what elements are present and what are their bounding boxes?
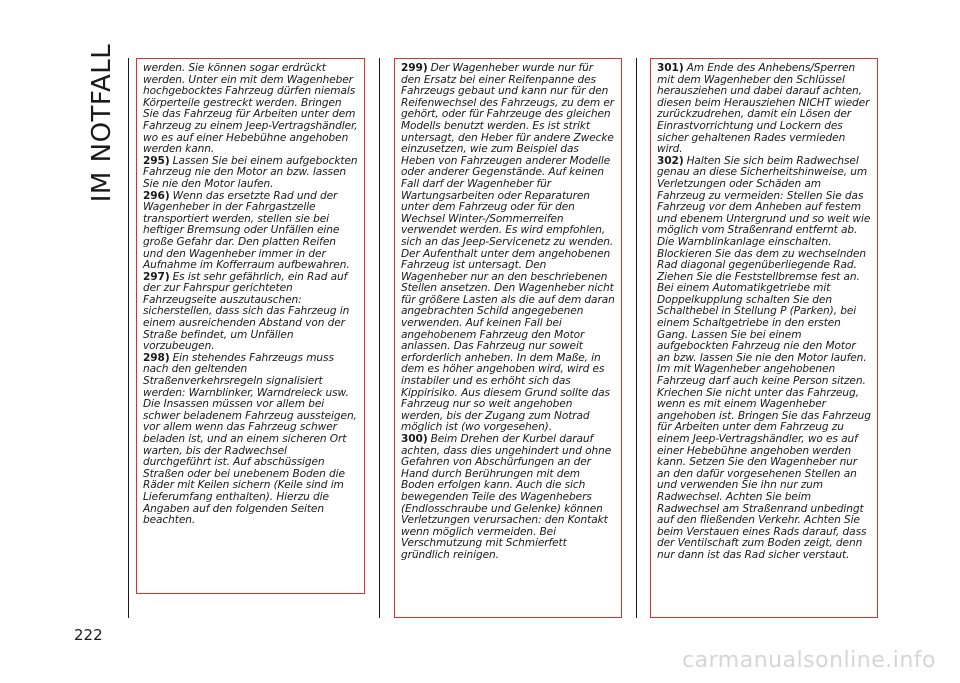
note-number: 298) — [143, 351, 170, 364]
paragraph — [143, 156, 358, 191]
warning-box-1 — [136, 58, 365, 594]
paragraph-text: Ein stehendes Fahrzeugs muss nach den geltenden Straßenverkehrsregeln signalisiert werden: Warnblinker, Warndreieck usw. Die Insassen müssen vor allem bei schwer beladenem Fahrzeug aussteigen, vor allem wenn das Fahrzeug schwer beladen ist, und an einem sicheren Ort warten, bis der Radwechsel durchgeführt ist. Auf abschüssigen Straßen oder bei unebenem Boden die Räder mit Keilen sichern (Keile sind im Lieferumfang enthalten). Hierzu die Angaben auf den folgenden Seiten beachten. — [143, 351, 357, 527]
paragraph — [657, 156, 871, 562]
note-number: 301) — [657, 62, 684, 74]
note-number: 296) — [143, 189, 170, 202]
warning-box-3 — [650, 58, 878, 618]
page-number: 222 — [74, 626, 103, 644]
note-number: 295) — [143, 154, 170, 167]
column-divider — [379, 58, 380, 618]
section-title-text: IM NOTFALL — [87, 43, 117, 203]
note-number: 299) — [401, 62, 428, 74]
paragraph — [143, 191, 358, 272]
side-divider — [128, 58, 129, 618]
warning-box-2 — [394, 58, 622, 618]
paragraph-text: Am Ende des Anhebens/Sperren mit dem Wagenheber den Schlüssel herausziehen und dabei darauf achten, diesen beim Herausziehen NICHT wieder zurückzudrehen, damit ein Lösen der Einrastvorrichtung und Lockern des sicher gehaltenen Rades vermieden wird. — [657, 62, 870, 156]
watermark-text: carmanualsonline.info — [682, 648, 936, 673]
paragraph-text: Der Wagenheber wurde nur für den Ersatz bei einer Reifenpanne des Fahrzeugs gebaut und kann nur für den Reifenwechsel des Fahrzeugs, zu dem er gehört, oder für Fahrzeuge des gleichen Modells benutzt werden. Es ist strikt untersagt, den Heber für andere Zwecke einzusetzen, wie zum Beispiel das Heben von Fahrzeugen anderer Modelle oder anderer Gegenstände. Auf keinen Fall darf der Wagenheber für Wartungsarbeiten oder Reparaturen unter dem Fahrzeug oder für den Wechsel Winter-/Sommerreifen verwendet werden. Es wird empfohlen, sich an das Jeep-Servicenetz zu wenden. Der Aufenthalt unter dem angehobenen Fahrzeug ist untersagt. Den Wagenheber nur an den beschriebenen Stellen ansetzen. Den Wagenheber nicht für größere Lasten als die auf dem daran angebrachten Schild angegebenen verwenden. Auf keinen Fall bei angehobenem Fahrzeug den Motor anlassen. Das Fahrzeug nur soweit erforderlich anheben. In dem Maße, in dem es höher angehoben wird, wird es instabiler und es erhöht sich das Kippirisiko. Aus diesem Grund sollte das Fahrzeug nur so weit angehoben werden, bis der Zugang zum Notrad möglich ist (wo vorgesehen). — [401, 62, 615, 434]
paragraph-text: werden. Sie können sogar erdrückt werden. Unter ein mit dem Wagenheber hochgebocktes Fahrzeug dürfen niemals Körperteile gestreckt werden. Bringen Sie das Fahrzeug für Arbeiten unter dem Fahrzeug zu einem Jeep-Vertragshändler, wo es auf einer Hebebühne angehoben werden kann. — [143, 62, 358, 156]
paragraph — [143, 353, 358, 527]
note-number: 302) — [657, 154, 684, 167]
paragraph-text: Es ist sehr gefährlich, ein Rad auf der zur Fahrspur gerichteten Fahrzeugseite auszutauschen: sicherstellen, dass sich das Fahrzeug in einem ausreichenden Abstand von der Straße befindet, um Unfällen vorzubeugen. — [143, 270, 350, 353]
column-divider — [636, 58, 637, 618]
paragraph-text: Wenn das ersetzte Rad und der Wagenheber in der Fahrgastzelle transportiert werden, stellen sie bei heftiger Bremsung oder Unfällen eine große Gefahr dar. Den platten Reifen und den Wagenheber immer in der Aufnahme im Kofferraum aufbewahren. — [143, 189, 350, 272]
paragraph — [401, 434, 615, 562]
paragraph-text: Beim Drehen der Kurbel darauf achten, dass dies ungehindert und ohne Gefahren von Abschürfungen an der Hand durch Berührungen mit dem Boden erfolgen kann. Auch die sich bewegenden Teile des Wagenhebers (Endlosschraube und Gelenke) können Verletzungen verursachen: den Kontakt wenn möglich vermeiden. Bei Verschmutzung mit Schmierfett gründlich reinigen. — [401, 433, 612, 561]
paragraph — [143, 63, 358, 156]
paragraph — [143, 272, 358, 353]
paragraph — [657, 63, 871, 156]
note-number: 297) — [143, 270, 170, 283]
note-number: 300) — [401, 433, 428, 445]
paragraph-text: Halten Sie sich beim Radwechsel genau an diese Sicherheitshinweise, um Verletzungen oder Schäden am Fahrzeug zu vermeiden: Stellen Sie das Fahrzeug vor dem Anheben auf festem und ebenem Untergrund und so weit wie möglich vom Straßenrand entfernt ab. Die Warnblinkanlage einschalten. Blockieren Sie das dem zu wechselnden Rad diagonal gegenüberliegende Rad. Ziehen Sie die Feststellbremse fest an. Bei einem Automatikgetriebe mit Doppelkupplung schalten Sie den Schalthebel in Stellung P (Parken), bei einem Schaltgetriebe in den ersten Gang. Lassen Sie bei einem aufgebockten Fahrzeug nie den Motor an bzw. lassen Sie nie den Motor laufen. Im mit Wagenheber angehobenen Fahrzeug darf auch keine Person sitzen. Kriechen Sie nicht unter das Fahrzeug, wenn es mit einem Wagenheber angehoben ist. Bringen Sie das Fahrzeug für Arbeiten unter dem Fahrzeug zu einem Jeep-Vertragshändler, wo es auf einer Hebebühne angehoben werden kann. Setzen Sie den Wagenheber nur an den dafür vorgesehenen Stellen an und verwenden Sie ihn nur zum Radwechsel. Achten Sie beim Radwechsel am Straßenrand unbedingt auf den fließenden Verkehr. Achten Sie beim Verstauen eines Rads darauf, dass der Ventilschaft zum Boden zeigt, denn nur dann ist das Rad sicher verstaut. — [657, 154, 871, 561]
section-title — [82, 43, 122, 203]
paragraph — [401, 63, 615, 434]
paragraph-text: Lassen Sie bei einem aufgebockten Fahrzeug nie den Motor an bzw. lassen Sie nie den Motor laufen. — [143, 154, 358, 190]
